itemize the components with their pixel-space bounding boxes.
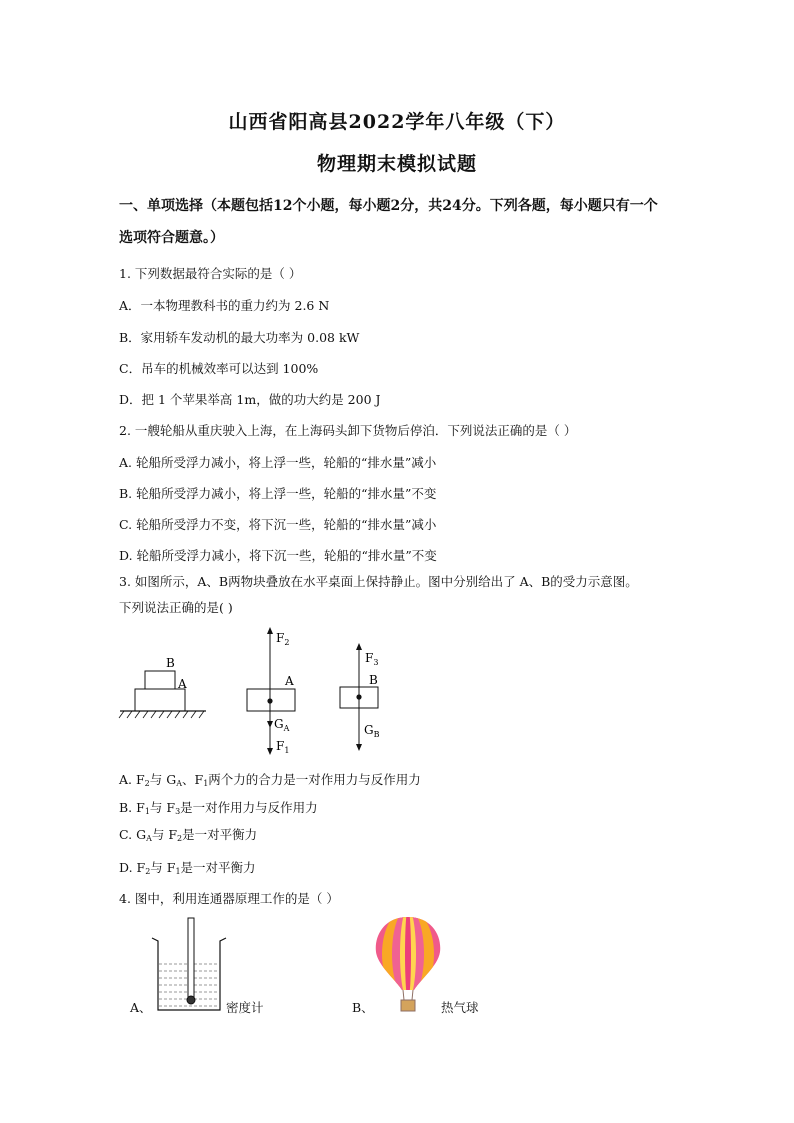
balloon-rope-right xyxy=(412,990,413,1000)
label-b: B xyxy=(166,656,175,670)
hydrometer-stem xyxy=(188,918,194,998)
hydrometer-bulb xyxy=(187,996,195,1004)
q4-option-b-label: B、 xyxy=(352,1000,374,1015)
q2-option-a: A. 轮船所受浮力减小，将上浮一些，轮船的“排水量”减小 xyxy=(119,455,437,470)
q4-hydrometer-figure xyxy=(148,916,228,1016)
q3-stem-cont: 下列说法正确的是( ) xyxy=(119,600,233,615)
q3-force-diagram-b xyxy=(332,640,392,756)
block-b xyxy=(145,671,175,689)
q2-stem: 2. 一艘轮船从重庆驶入上海，在上海码头卸下货物后停泊．下列说法正确的是（ ） xyxy=(119,423,577,438)
label-a: A xyxy=(178,677,187,691)
q3-option-d: D. $F_2$与 $F_1$是一对平衡力 xyxy=(119,860,256,876)
table-hatching xyxy=(119,711,204,718)
label-f2: $F_2$ xyxy=(276,631,290,647)
balloon-rope-left xyxy=(403,990,404,1000)
q3-option-b: B. $F_1$与 $F_3$是一对作用力与反作用力 xyxy=(119,800,318,816)
q1-option-c: C．吊车的机械效率可以达到 100% xyxy=(119,361,319,376)
q1-option-a: A．一本物理教科书的重力约为 2.6 N xyxy=(119,298,330,313)
section-heading-cont: 选项符合题意。） xyxy=(119,230,224,246)
label-b-diagram: B xyxy=(369,673,378,687)
balloon-envelope xyxy=(372,914,444,1000)
q3-option-a: A. $F_2$与 $G_A$、$F_1$两个力的合力是一对作用力与反作用力 xyxy=(119,772,421,788)
label-ga: $G_A$ xyxy=(274,717,290,733)
q3-stem: 3. 如图所示，A、B两物块叠放在水平桌面上保持静止。图中分别给出了 A、B的受力示意图。 xyxy=(119,574,638,589)
exam-subtitle: 物理期末模拟试题 xyxy=(316,153,477,175)
balloon-basket xyxy=(401,1000,415,1011)
label-gb: $G_B$ xyxy=(364,723,380,739)
q2-option-b: B. 轮船所受浮力减小，将上浮一些，轮船的“排水量”不变 xyxy=(119,486,437,501)
q4-option-a-label: A、 xyxy=(130,1000,152,1015)
q4-option-a-caption: 密度计 xyxy=(226,1000,264,1015)
q1-option-b: B．家用轿车发动机的最大功率为 0.08 kW xyxy=(119,330,360,345)
label-f3: $F_3$ xyxy=(365,651,379,667)
q3-option-c: C. $G_A$与 $F_2$是一对平衡力 xyxy=(119,827,258,843)
force-gb-arrowhead xyxy=(356,744,362,751)
q3-stacked-blocks-figure xyxy=(118,650,210,720)
label-a-diagram: A xyxy=(285,674,294,688)
force-ga-arrowhead xyxy=(267,721,273,728)
q4-hot-air-balloon-figure xyxy=(372,914,444,1014)
q1-option-d: D．把 1 个苹果举高 1m，做的功大约是 200 J xyxy=(119,392,381,407)
label-f1: $F_1$ xyxy=(276,739,290,755)
center-point-a xyxy=(267,698,272,703)
q4-option-b-caption: 热气球 xyxy=(441,1000,479,1015)
section-heading: 一、单项选择（本题包括12个小题，每小题2分，共24分。下列各题，每小题只有一个 xyxy=(119,198,658,214)
q3-force-diagram-a xyxy=(240,624,310,760)
q1-stem: 1. 下列数据最符合实际的是（ ） xyxy=(119,266,302,281)
q2-option-d: D. 轮船所受浮力减小，将下沉一些，轮船的“排水量”不变 xyxy=(119,548,437,563)
force-f3-arrowhead xyxy=(356,643,362,650)
block-a xyxy=(135,689,185,711)
center-point-b xyxy=(356,694,361,699)
q4-stem: 4. 图中，利用连通器原理工作的是（ ） xyxy=(119,891,339,906)
force-f1-arrowhead xyxy=(267,748,273,755)
exam-title: 山西省阳高县2022学年八年级（下） xyxy=(228,111,566,133)
q2-option-c: C. 轮船所受浮力不变，将下沉一些，轮船的“排水量”减小 xyxy=(119,517,437,532)
force-f2-arrowhead xyxy=(267,627,273,634)
